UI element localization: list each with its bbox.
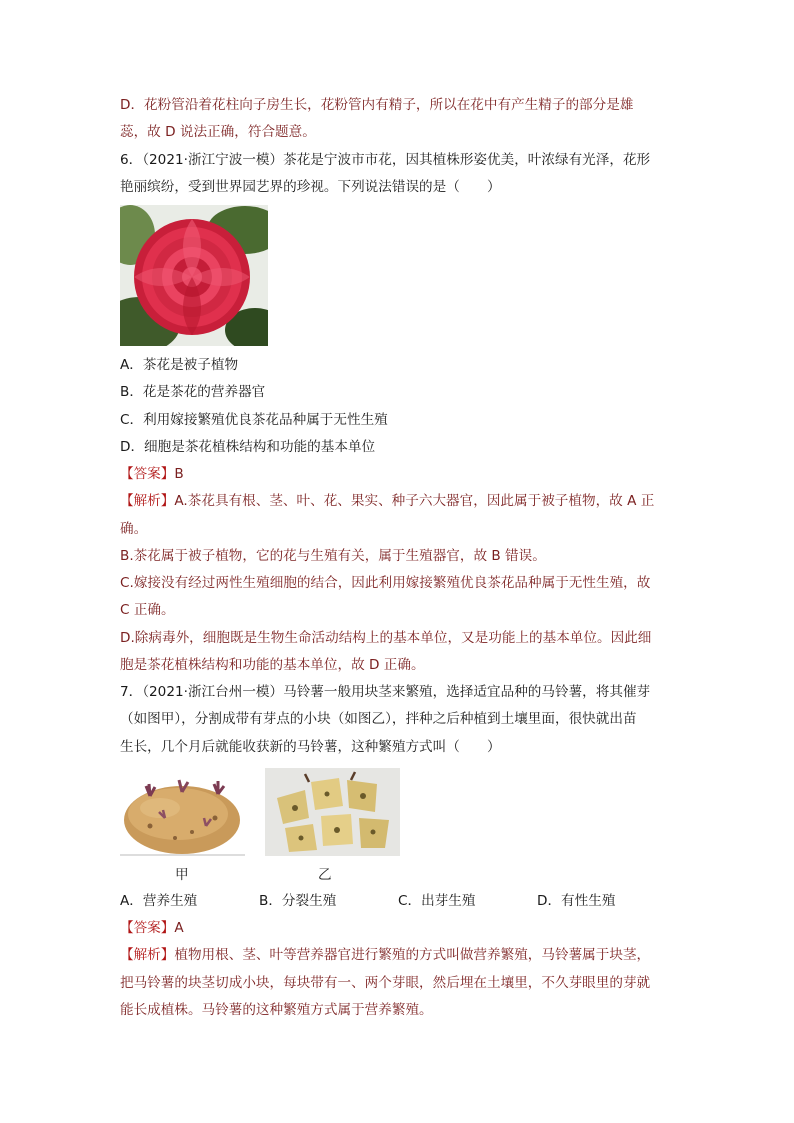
q6-option-c: C．利用嫁接繁殖优良茶花品种属于无性生殖 xyxy=(120,412,388,428)
q6-analysis-line-2: 确。 xyxy=(120,521,148,537)
q7-analysis-tag: 【解析】 xyxy=(120,947,175,963)
q7-analysis-line-1 xyxy=(120,945,650,965)
q6-analysis-line-7: 胞是茶花植株结构和功能的基本单位，故 D 正确。 xyxy=(120,657,425,673)
q5-option-d-line-2: 蕊，故 D 说法正确，符合题意。 xyxy=(120,124,316,140)
q7-option-a: A．营养生殖 xyxy=(120,893,198,909)
q6-analysis-tag: 【解析】 xyxy=(120,493,175,509)
q6-analysis-line-5: C 正确。 xyxy=(120,602,175,618)
q6-answer xyxy=(120,464,184,484)
camellia-image xyxy=(120,205,268,346)
q7-answer-value: A xyxy=(174,920,184,936)
sprouting-potato-photo xyxy=(120,768,245,857)
figure-caption-yi: 乙 xyxy=(318,867,332,883)
q7-option-d: D．有性生殖 xyxy=(537,893,616,909)
q6-option-a: A．茶花是被子植物 xyxy=(120,357,239,373)
q7-option-b: B．分裂生殖 xyxy=(259,893,337,909)
q7-answer-tag: 【答案】 xyxy=(120,920,175,936)
cut-potato-pieces-image xyxy=(265,768,400,856)
q6-analysis-text-1: A.茶花具有根、茎、叶、花、果实、种子六大器官，因此属于被子植物，故 A 正 xyxy=(174,493,655,509)
q7-analysis-line-2: 把马铃薯的块茎切成小块，每块带有一、两个芽眼，然后埋在土壤里，不久芽眼里的芽就 xyxy=(120,975,651,991)
q7-stem-line-2: （如图甲），分割成带有芽点的小块（如图乙），拌种之后种植到土壤里面，很快就出苗 xyxy=(120,711,637,727)
q6-option-d: D．细胞是茶花植株结构和功能的基本单位 xyxy=(120,439,376,455)
cut-potato-pieces-photo xyxy=(265,768,400,856)
q7-option-c: C．出芽生殖 xyxy=(398,893,476,909)
camellia-photo xyxy=(120,205,268,346)
q5-option-d-line-1: D．花粉管沿着花柱向子房生长，花粉管内有精子，所以在花中有产生精子的部分是雄 xyxy=(120,97,634,113)
q7-answer xyxy=(120,918,184,938)
q6-option-b: B．花是茶花的营养器官 xyxy=(120,384,266,400)
figure-caption-jia: 甲 xyxy=(175,867,189,883)
q7-stem-line-1: 7．（2021·浙江台州一模）马铃薯一般用块茎来繁殖，选择适宜品种的马铃薯，将其催芽 xyxy=(120,684,651,700)
q7-analysis-text-1: 植物用根、茎、叶等营养器官进行繁殖的方式叫做营养繁殖，马铃薯属于块茎， xyxy=(174,947,651,963)
q6-answer-tag: 【答案】 xyxy=(120,466,175,482)
q6-analysis-line-6: D.除病毒外，细胞既是生物生命活动结构上的基本单位，又是功能上的基本单位。因此细 xyxy=(120,630,652,646)
q6-answer-value: B xyxy=(174,466,184,482)
q7-analysis-line-3: 能长成植株。马铃薯的这种繁殖方式属于营养繁殖。 xyxy=(120,1002,433,1018)
q6-analysis-line-1 xyxy=(120,491,654,511)
q6-analysis-line-3: B.茶花属于被子植物，它的花与生殖有关，属于生殖器官，故 B 错误。 xyxy=(120,548,546,564)
q6-analysis-line-4: C.嫁接没有经过两性生殖细胞的结合，因此利用嫁接繁殖优良茶花品种属于无性生殖，故 xyxy=(120,575,651,591)
q7-stem-line-3: 生长，几个月后就能收获新的马铃薯，这种繁殖方式叫（ ） xyxy=(120,739,501,755)
q6-stem-line-2: 艳丽缤纷，受到世界园艺界的珍视。下列说法错误的是（ ） xyxy=(120,179,501,195)
q6-stem-line-1: 6．（2021·浙江宁波一模）茶花是宁波市市花，因其植株形姿优美，叶浓绿有光泽，花形 xyxy=(120,152,651,168)
sprouting-potato-image xyxy=(120,768,245,857)
